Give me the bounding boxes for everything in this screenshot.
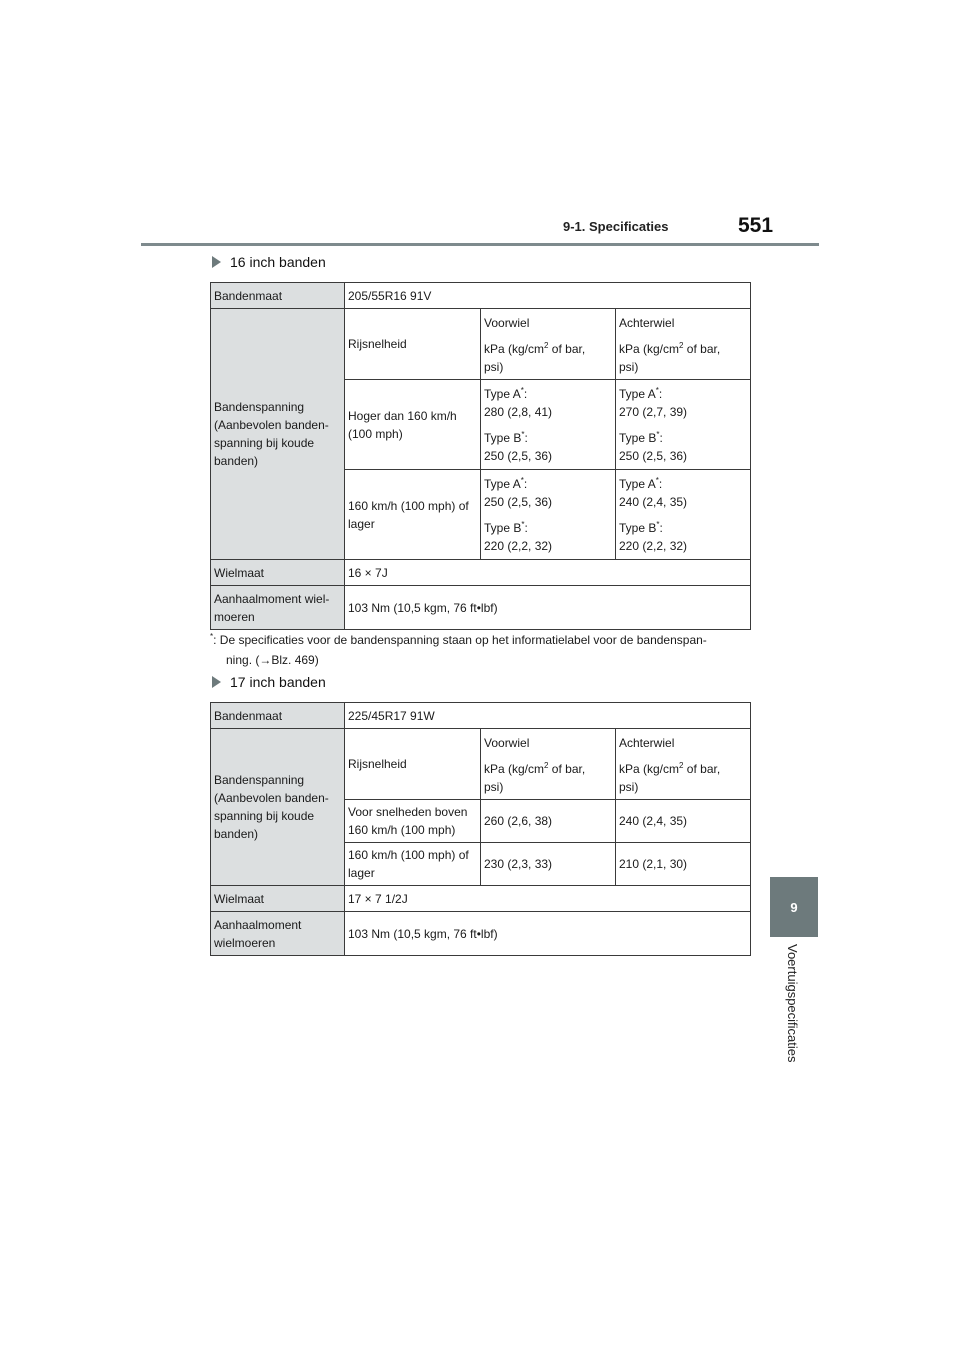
size-label: Bandenmaat (211, 283, 345, 309)
front-wheel-header: Voorwiel kPa ($kg/cm^2$ of bar, psi) (481, 729, 616, 800)
header-divider (141, 243, 819, 246)
table-row (211, 283, 751, 309)
pressure-label: Bandenspanning (Aanbevolen banden- spanning bij koude banden) (211, 309, 345, 560)
footnote: *: De specificaties voor de bandenspanning staan op het informatielabel voor de bandenspan- ning. (→Blz. 469) (210, 632, 707, 667)
table-row (211, 309, 751, 380)
footnote-mark: * (210, 632, 214, 641)
triangle-bullet-icon (212, 256, 221, 268)
wheel-size-value: 16 × 7J (345, 560, 751, 586)
section-title: 9-1. Specificaties (563, 219, 669, 234)
speed-above-160: Hoger dan 160 km/h (100 mph) (345, 380, 481, 470)
chapter-side-label (785, 944, 803, 1074)
table-row (211, 560, 751, 586)
page-number: 551 (738, 214, 774, 237)
size-value: 225/45R17 91W (345, 703, 751, 729)
torque-value: 103 Nm (10,5 kgm, 76 ft•lbf) (345, 912, 751, 956)
table-row (211, 886, 751, 912)
front-wheel-header: Voorwiel kPa ($kg/cm^2$ of bar, psi) (481, 309, 616, 380)
wheel-size-label: Wielmaat (211, 886, 345, 912)
pressure-label: Bandenspanning (Aanbevolen banden- spanning bij koude banden) (211, 729, 345, 886)
triangle-bullet-icon (212, 676, 221, 688)
speed-header: Rijsnelheid (345, 729, 481, 800)
torque-value: 103 Nm (10,5 kgm, 76 ft•lbf) (345, 586, 751, 630)
front-pressure-above: Type A*: 280 (2,8, 41) Type B*: 250 (2,5, 36) (481, 380, 616, 470)
table-row (211, 703, 751, 729)
table-16-inch (210, 282, 751, 630)
front-pressure-above: 260 (2,6, 38) (481, 800, 616, 843)
heading-17-inch-text: 17 inch banden (230, 674, 326, 690)
heading-16-inch-text: 16 inch banden (230, 254, 326, 270)
table-row (211, 729, 751, 800)
speed-160-or-lower: 160 km/h (100 mph) of lager (345, 843, 481, 886)
torque-label: Aanhaalmoment wielmoeren (211, 912, 345, 956)
rear-pressure-lower: 210 (2,1, 30) (616, 843, 751, 886)
speed-header: Rijsnelheid (345, 309, 481, 380)
size-label: Bandenmaat (211, 703, 345, 729)
speed-above-160: Voor snelheden boven 160 km/h (100 mph) (345, 800, 481, 843)
chapter-tab: 9 (770, 877, 818, 937)
table-row (211, 586, 751, 630)
rear-wheel-header: Achterwiel kPa ($kg/cm^2$ of bar, psi) (616, 309, 751, 380)
rear-wheel-header: Achterwiel kPa ($kg/cm^2$ of bar, psi) (616, 729, 751, 800)
table-row (211, 912, 751, 956)
rear-pressure-above: Type A*: 270 (2,7, 39) Type B*: 250 (2,5, 36) (616, 380, 751, 470)
chapter-side-label-text: Voertuigspecificaties (785, 944, 800, 1063)
rear-pressure-above: 240 (2,4, 35) (616, 800, 751, 843)
heading-16-inch (212, 254, 326, 270)
front-pressure-lower: Type A*: 250 (2,5, 36) Type B*: 220 (2,2, 32) (481, 470, 616, 560)
rear-pressure-lower: Type A*: 240 (2,4, 35) Type B*: 220 (2,2, 32) (616, 470, 751, 560)
wheel-size-label: Wielmaat (211, 560, 345, 586)
heading-17-inch (212, 674, 326, 690)
wheel-size-value: 17 × 7 1/2J (345, 886, 751, 912)
size-value: 205/55R16 91V (345, 283, 751, 309)
speed-160-or-lower: 160 km/h (100 mph) of lager (345, 470, 481, 560)
table-17-inch (210, 702, 751, 956)
front-pressure-lower: 230 (2,3, 33) (481, 843, 616, 886)
torque-label: Aanhaalmoment wiel- moeren (211, 586, 345, 630)
